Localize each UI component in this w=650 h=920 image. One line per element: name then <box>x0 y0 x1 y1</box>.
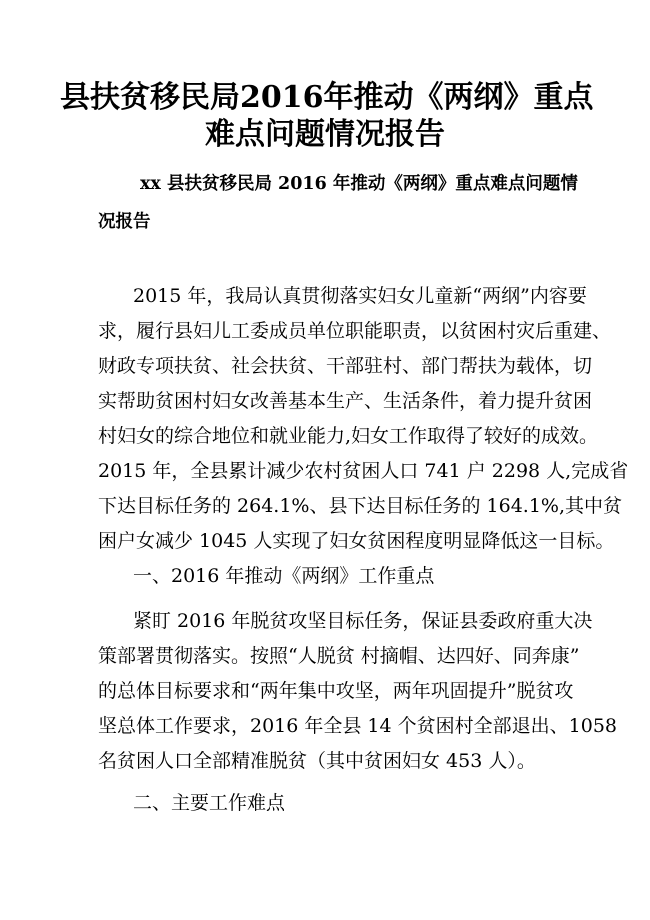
paragraph-2-line: 的总体目标要求和“两年集中攻坚，两年巩固提升”脱贫攻 <box>98 680 574 702</box>
paragraph-1-line: 困户女减少 1045 人实现了妇女贫困程度明显降低这一目标。 <box>98 530 615 552</box>
paragraph-1-line: 村妇女的综合地位和就业能力,妇女工作取得了较好的成效。 <box>98 425 599 447</box>
paragraph-1-line: 2015 年，我局认真贯彻落实妇女儿童新“两纲”内容要 <box>133 285 587 307</box>
paragraph-1-line: 求，履行县妇儿工委成员单位职能职责，以贫困村灾后重建、 <box>98 320 612 342</box>
paragraph-2-line: 名贫困人口全部精准脱贫（其中贫困妇女 453 人）。 <box>98 750 536 772</box>
paragraph-2-line: 紧盯 2016 年脱贫攻坚目标任务，保证县委政府重大决 <box>133 610 593 632</box>
subtitle-line-2: 况报告 <box>98 212 151 232</box>
document-title-line-2: 难点问题情况报告 <box>205 117 445 152</box>
paragraph-2-line: 坚总体工作要求，2016 年全县 14 个贫困村全部退出、1058 <box>98 715 618 737</box>
document-subtitle <box>98 165 578 241</box>
paragraph-1-line: 实帮助贫困村妇女改善基本生产、生活条件，着力提升贫困 <box>98 390 593 412</box>
paragraph-2-line: 策部署贯彻落实。按照“人脱贫 村摘帽、达四好、同奔康” <box>98 645 580 667</box>
subtitle-line-1: xx 县扶贫移民局 2016 年推动《两纲》重点难点问题情 <box>140 174 578 194</box>
paragraph-1-line: 下达目标任务的 264.1%、县下达目标任务的 164.1%,其中贫 <box>98 495 623 517</box>
paragraph-1-line: 财政专项扶贫、社会扶贫、干部驻村、部门帮扶为载体，切 <box>98 355 593 377</box>
document-title-line-1: 县扶贫移民局2016年推动《两纲》重点 <box>60 80 594 115</box>
paragraph-1-line: 2015 年，全县累计减少农村贫困人口 741 户 2298 人,完成省 <box>98 460 629 482</box>
section-heading-2: 二、主要工作难点 <box>133 792 286 814</box>
section-heading-1: 一、2016 年推动《两纲》工作重点 <box>133 565 435 587</box>
